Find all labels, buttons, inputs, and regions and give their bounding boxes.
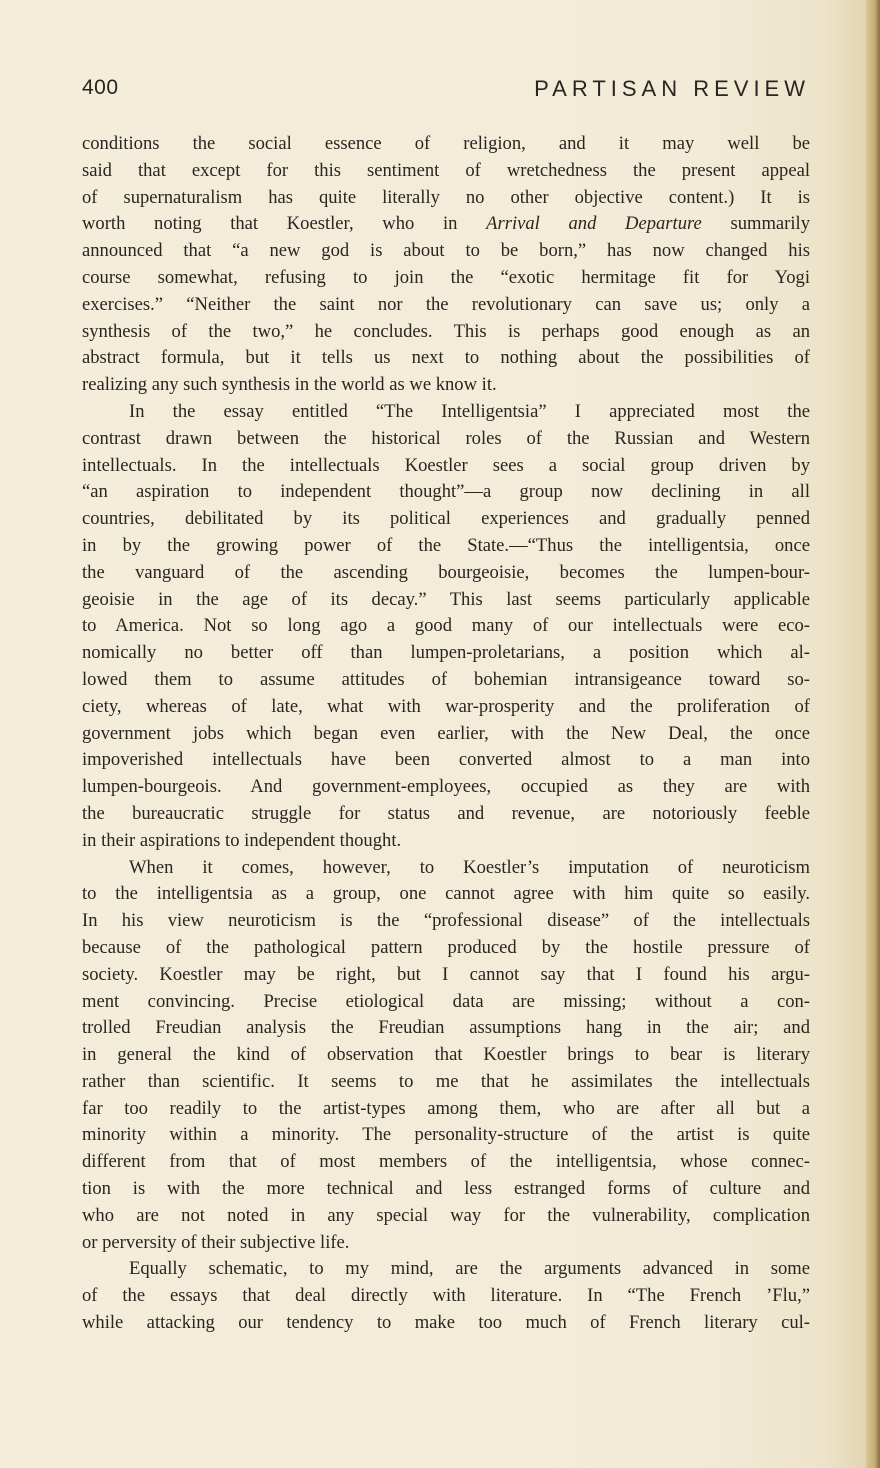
text-line: realizing any such synthesis in the world as we know it. xyxy=(82,374,497,396)
page-edge xyxy=(866,0,880,1468)
text-line: geoisie in the age of its decay.” This last seems particularly applicable xyxy=(82,588,810,610)
text-line: Equally schematic, to my mind, are the arguments advanced in some xyxy=(129,1258,810,1280)
book-title: Arrival and Departure xyxy=(486,213,702,235)
text-line: abstract formula, but it tells us next to nothing about the possibilities of xyxy=(82,347,810,369)
text-line: in by the growing power of the State.—“Thus the intelligentsia, once xyxy=(82,534,810,556)
text-line: synthesis of the two,” he concludes. This is perhaps good enough as an xyxy=(82,320,810,342)
page-number: 400 xyxy=(82,76,119,99)
text-line: contrast drawn between the historical roles of the Russian and Western xyxy=(82,427,810,449)
text-line: in their aspirations to independent thought. xyxy=(82,829,402,851)
text-line: government jobs which began even earlier, with the New Deal, the once xyxy=(82,722,810,744)
text-line: “an aspiration to independent thought”—a group now declining in all xyxy=(82,481,810,503)
text-line: to America. Not so long ago a good many of our intellectuals were eco- xyxy=(82,615,810,637)
text-run: summarily xyxy=(701,213,811,235)
text-line: ment convincing. Precise etiological data are missing; without a con- xyxy=(82,990,810,1012)
text-line: in general the kind of observation that Koestler brings to bear is literary xyxy=(82,1044,810,1066)
text-line: nomically no better off than lumpen-proletarians, a position which al- xyxy=(82,642,810,664)
text-line xyxy=(82,211,810,238)
text-line: different from that of most members of the intelligentsia, whose connec- xyxy=(82,1151,810,1173)
text-line: to the intelligentsia as a group, one cannot agree with him quite so easily. xyxy=(82,883,810,905)
text-line: far too readily to the artist-types among them, who are after all but a xyxy=(82,1097,810,1119)
text-line: announced that “a new god is about to be born,” has now changed his xyxy=(82,240,810,262)
text-line: countries, debilitated by its political experiences and gradually penned xyxy=(82,508,810,530)
text-line: or perversity of their subjective life. xyxy=(82,1231,350,1253)
text-line: intellectuals. In the intellectuals Koestler sees a social group driven by xyxy=(82,454,810,476)
text-line: society. Koestler may be right, but I cannot say that I found his argu- xyxy=(82,963,810,985)
text-line: said that except for this sentiment of wretchedness the present appeal xyxy=(82,159,810,181)
text-line: of supernaturalism has quite literally no other objective content.) It is xyxy=(82,186,810,208)
body-text xyxy=(82,131,810,1337)
text-run: worth noting that Koestler, who in xyxy=(82,213,487,235)
text-line: lumpen-bourgeois. And government-employees, occupied as they are with xyxy=(82,776,810,798)
text-line: exercises.” “Neither the saint nor the revolutionary can save us; only a xyxy=(82,293,810,315)
text-line: while attacking our tendency to make too much of French literary cul- xyxy=(82,1312,810,1334)
running-head: PARTISAN REVIEW xyxy=(534,76,810,101)
text-line: course somewhat, refusing to join the “exotic hermitage fit for Yogi xyxy=(82,266,810,288)
text-line: ciety, whereas of late, what with war-prosperity and the proliferation of xyxy=(82,695,810,717)
text-line: In his view neuroticism is the “professional disease” of the intellectuals xyxy=(82,910,810,932)
text-line: In the essay entitled “The Intelligentsia” I appreciated most the xyxy=(129,400,810,422)
text-line: lowed them to assume attitudes of bohemian intransigeance toward so- xyxy=(82,668,810,690)
text-line: the vanguard of the ascending bourgeoisie, becomes the lumpen-bour- xyxy=(82,561,810,583)
text-line: the bureaucratic struggle for status and revenue, are notoriously feeble xyxy=(82,802,810,824)
text-line: minority within a minority. The personality-structure of the artist is quite xyxy=(82,1124,810,1146)
text-line: rather than scientific. It seems to me that he assimilates the intellectuals xyxy=(82,1070,810,1092)
text-line: When it comes, however, to Koestler’s imputation of neuroticism xyxy=(129,856,810,878)
text-line: impoverished intellectuals have been converted almost to a man into xyxy=(82,749,810,771)
text-line: of the essays that deal directly with literature. In “The French ’Flu,” xyxy=(82,1285,810,1307)
text-line: because of the pathological pattern produced by the hostile pressure of xyxy=(82,936,810,958)
text-line: tion is with the more technical and less estranged forms of culture and xyxy=(82,1178,810,1200)
page-header xyxy=(82,76,810,108)
text-line: who are not noted in any special way for the vulnerability, complication xyxy=(82,1204,810,1226)
text-line: trolled Freudian analysis the Freudian assumptions hang in the air; and xyxy=(82,1017,810,1039)
text-line: conditions the social essence of religion, and it may well be xyxy=(82,133,810,154)
